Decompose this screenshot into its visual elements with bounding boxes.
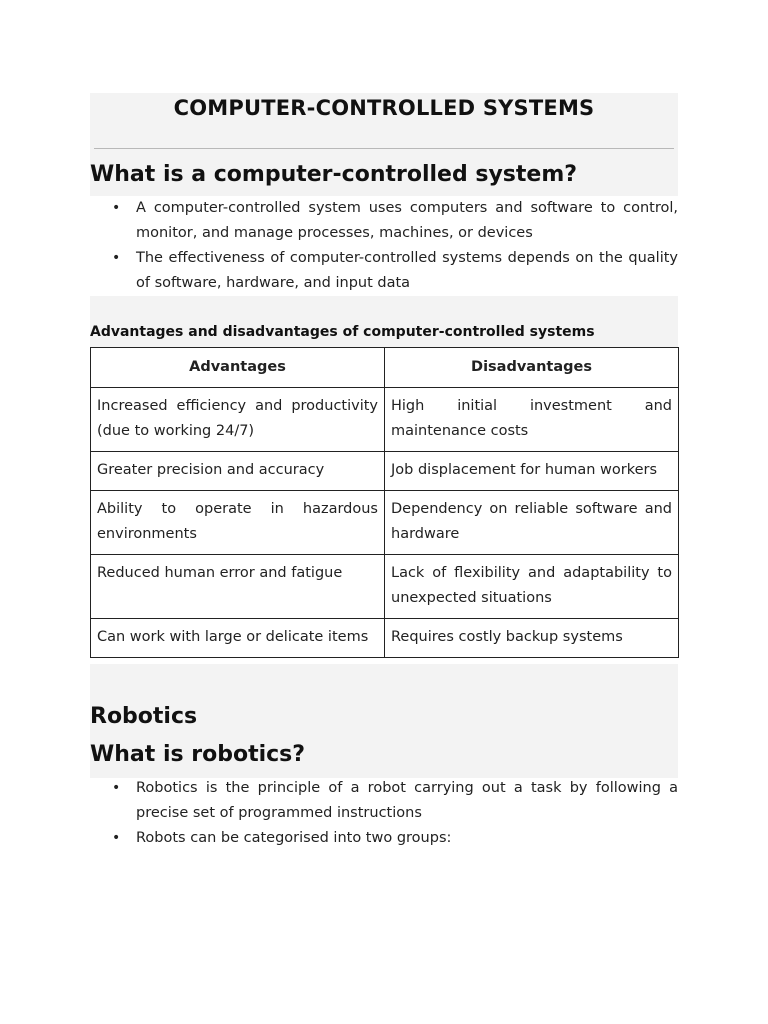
table-header-row (91, 348, 679, 388)
table-row (91, 452, 679, 491)
list-item: • A computer-controlled system uses computers and software to control, monitor, and manage processes, machines, or devices (90, 196, 678, 246)
disadvantage-cell: Dependency on reliable software and hardware (385, 491, 679, 555)
advantage-cell: Increased efficiency and productivity (due to working 24/7) (91, 388, 385, 452)
advantage-cell: Can work with large or delicate items (91, 619, 385, 658)
disadvantage-cell: Lack of flexibility and adaptability to unexpected situations (385, 555, 679, 619)
section-heading: What is a computer-controlled system? (90, 162, 578, 187)
table-row (91, 491, 679, 555)
disadvantage-cell: Job displacement for human workers (385, 452, 679, 491)
column-header-advantages: Advantages (91, 348, 385, 388)
table-row (91, 388, 679, 452)
bullet-list (90, 196, 678, 296)
table-row (91, 619, 679, 658)
section-subheading: What is robotics? (90, 742, 306, 767)
section-heading: Robotics (90, 704, 198, 729)
list-item: • Robotics is the principle of a robot carrying out a task by following a precise set of programmed instructions (90, 776, 678, 826)
advantage-cell: Reduced human error and fatigue (91, 555, 385, 619)
list-item: • The effectiveness of computer-controlled systems depends on the quality of software, hardware, and input data (90, 246, 678, 296)
table-caption: Advantages and disadvantages of computer-controlled systems (90, 324, 595, 340)
list-item: • Robots can be categorised into two groups: (90, 826, 678, 851)
table-row (91, 555, 679, 619)
table-body (91, 388, 679, 658)
bullet-list (90, 776, 678, 851)
advantage-cell: Greater precision and accuracy (91, 452, 385, 491)
comparison-table (90, 347, 679, 658)
disadvantage-cell: Requires costly backup systems (385, 619, 679, 658)
page-title: COMPUTER-CONTROLLED SYSTEMS (173, 96, 595, 120)
disadvantage-cell: High initial investment and maintenance costs (385, 388, 679, 452)
caption-background (90, 296, 678, 348)
title-divider (94, 148, 674, 149)
advantage-cell: Ability to operate in hazardous environments (91, 491, 385, 555)
column-header-disadvantages: Disadvantages (385, 348, 679, 388)
